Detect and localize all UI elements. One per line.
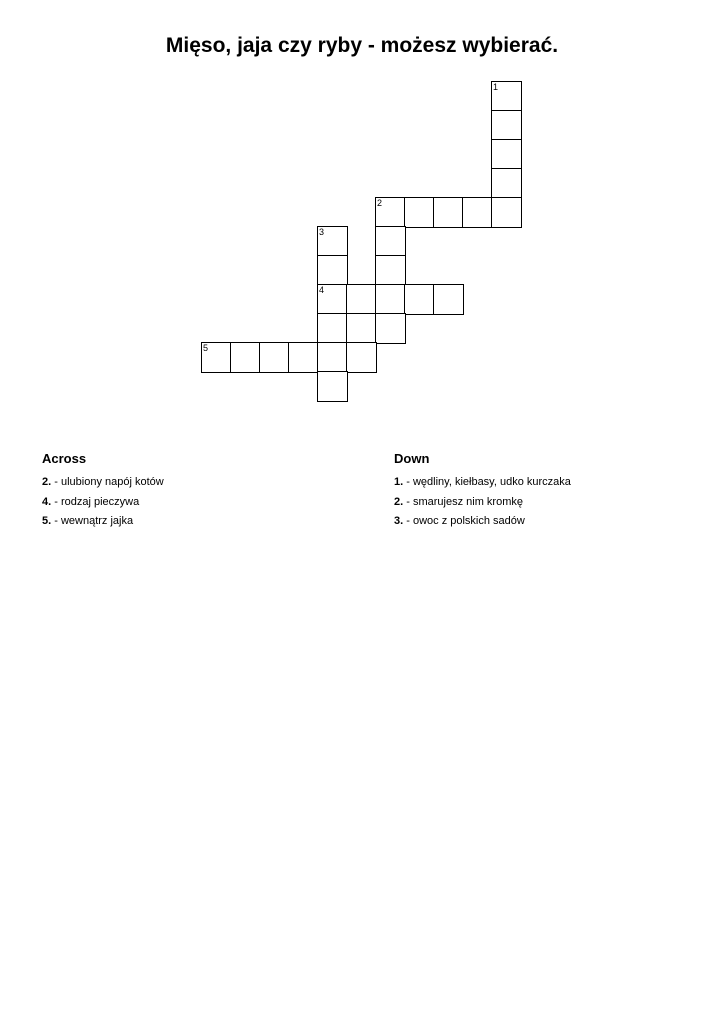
clue-text: - owoc z polskich sadów: [403, 515, 525, 527]
crossword-cell[interactable]: [201, 342, 232, 373]
clue-number: 3.: [394, 515, 404, 527]
crossword-grid: [0, 0, 724, 430]
cell-number: 3: [319, 227, 325, 237]
crossword-cell[interactable]: [288, 342, 319, 373]
clue-number: 2.: [42, 476, 52, 488]
crossword-cell[interactable]: [491, 81, 522, 112]
crossword-cell[interactable]: [462, 197, 493, 228]
crossword-cell[interactable]: [491, 139, 522, 170]
crossword-cell[interactable]: [317, 226, 348, 257]
crossword-cell[interactable]: [346, 313, 377, 344]
down-clue: [394, 495, 714, 509]
across-clue: [42, 495, 362, 509]
crossword-cell[interactable]: [317, 255, 348, 286]
crossword-cell[interactable]: [404, 284, 435, 315]
clue-text: - wędliny, kiełbasy, udko kurczaka: [403, 476, 571, 488]
across-clue: [42, 475, 362, 489]
crossword-cell[interactable]: [375, 255, 406, 286]
clue-number: 5.: [42, 515, 52, 527]
cell-number: 5: [203, 343, 209, 353]
crossword-cell[interactable]: [317, 342, 348, 373]
crossword-cell[interactable]: [491, 197, 522, 228]
crossword-cell[interactable]: [404, 197, 435, 228]
clue-text: - rodzaj pieczywa: [51, 495, 140, 508]
cell-number: 1: [493, 82, 499, 92]
crossword-cell[interactable]: [230, 342, 261, 373]
down-clues: [394, 451, 714, 534]
crossword-cell[interactable]: [491, 168, 522, 199]
crossword-cell[interactable]: [491, 110, 522, 141]
across-clue: [42, 514, 362, 528]
down-heading: Down: [394, 451, 430, 466]
across-heading: Across: [42, 451, 87, 466]
cell-number: 4: [319, 285, 325, 295]
clue-number: 4.: [42, 495, 52, 508]
crossword-cell[interactable]: [346, 284, 377, 315]
crossword-cell[interactable]: [375, 197, 406, 228]
down-clue: [394, 514, 714, 528]
down-clue: [394, 475, 714, 489]
crossword-cell[interactable]: [433, 284, 464, 315]
crossword-cell[interactable]: [375, 226, 406, 257]
crossword-cell[interactable]: [375, 313, 406, 344]
crossword-cell[interactable]: [433, 197, 464, 228]
crossword-cell[interactable]: [317, 313, 348, 344]
crossword-cell[interactable]: [375, 284, 406, 315]
clue-number: 2.: [394, 495, 404, 508]
clue-text: - smarujesz nim kromkę: [403, 495, 523, 508]
clue-text: - wewnątrz jajka: [51, 515, 134, 527]
crossword-cell[interactable]: [259, 342, 290, 373]
page-title: Mięso, jaja czy ryby - możesz wybierać.: [165, 34, 559, 57]
clue-number: 1.: [394, 476, 404, 488]
cell-number: 2: [377, 198, 383, 208]
crossword-cell[interactable]: [346, 342, 377, 373]
across-clues: [42, 451, 362, 534]
clue-text: - ulubiony napój kotów: [51, 476, 164, 488]
crossword-cell[interactable]: [317, 284, 348, 315]
crossword-cell[interactable]: [317, 371, 348, 402]
